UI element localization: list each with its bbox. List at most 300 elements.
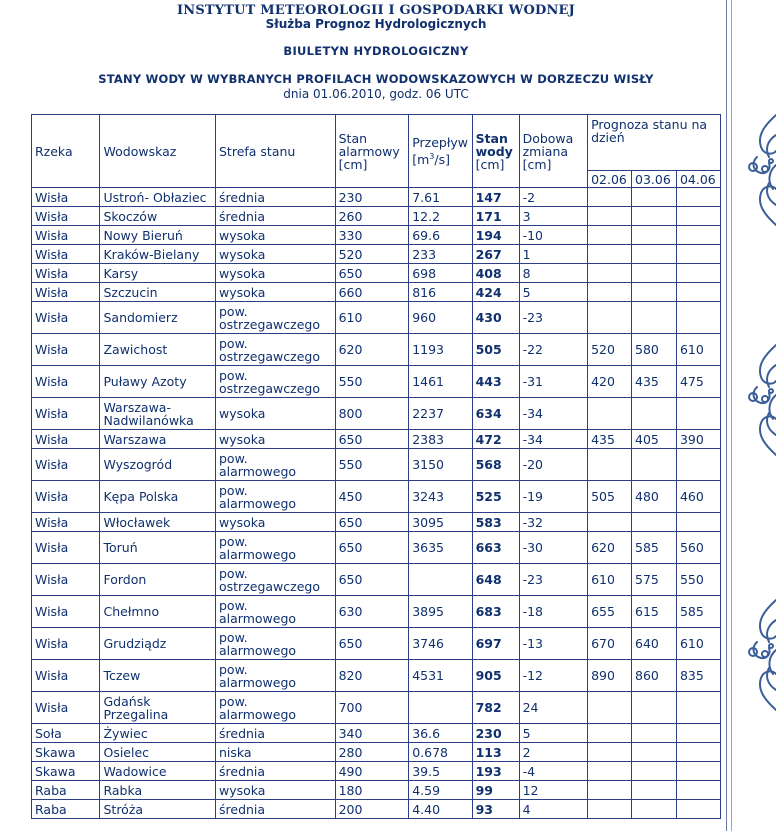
cell-strefa-line: pow. (219, 533, 248, 549)
cell-przeplyw: 12.2 (409, 207, 471, 225)
cell-prognoza-3: 390 (677, 430, 720, 448)
cell-zmiana: 5 (520, 724, 587, 742)
cell-prognoza-3 (677, 724, 720, 742)
cell-prognoza-2: 480 (632, 481, 676, 512)
cell-alarmowy: 650 (336, 628, 409, 659)
cell-prognoza-1: 620 (588, 532, 631, 563)
cell-prognoza-2 (632, 743, 676, 761)
cell-strefa-line: średnia (219, 725, 266, 741)
cell-strefa-line: pow. (219, 367, 248, 383)
cell-wodowskaz (100, 334, 215, 365)
cell-strefa (216, 481, 335, 512)
cell-wodowskaz (100, 283, 215, 301)
cell-prognoza-3: 835 (677, 660, 720, 691)
cell-wodowskaz-line: Fordon (103, 572, 147, 587)
cell-strefa (216, 398, 335, 429)
cell-prognoza-2 (632, 724, 676, 742)
cell-prognoza-2 (632, 302, 676, 333)
cell-wodowskaz-line: Grudziądz (103, 636, 167, 651)
cell-przeplyw: 3095 (409, 513, 471, 531)
cell-zmiana: 8 (520, 264, 587, 282)
cell-prognoza-1 (588, 762, 631, 780)
table-row (32, 781, 720, 799)
cell-strefa-line: niska (219, 744, 252, 760)
col-header-dobowa-line1: Dobowa (522, 130, 574, 146)
col-header-date-1: 02.06 (588, 171, 631, 187)
cell-strefa-line: pow. (219, 335, 248, 351)
cell-prognoza-3 (677, 692, 720, 723)
cell-wodowskaz-line: Skoczów (103, 208, 158, 224)
cell-przeplyw: 816 (409, 283, 471, 301)
table-row (32, 449, 720, 480)
cell-zmiana: -34 (520, 398, 587, 429)
service-title: Służba Prognoz Hydrologicznych (265, 17, 487, 31)
cell-rzeka: Wisła (32, 245, 99, 263)
institute-title: INSTYTUT METEOROLOGII I GOSPODARKI WODNEJ (176, 3, 576, 18)
cell-stan: 648 (473, 564, 519, 595)
cell-przeplyw: 69.6 (409, 226, 471, 244)
cell-zmiana: -10 (520, 226, 587, 244)
col-header-stan-unit: [cm] (475, 156, 505, 172)
cell-strefa-line: pow. (219, 565, 248, 581)
cell-wodowskaz-line: Kępa Polska (103, 489, 179, 504)
cell-prognoza-2 (632, 762, 676, 780)
cell-wodowskaz-line: Warszawa (103, 431, 167, 447)
table-row (32, 660, 720, 691)
cell-strefa (216, 743, 335, 761)
cell-stan: 171 (473, 207, 519, 225)
col-header-przeplyw-line1: Przepływ (412, 135, 469, 151)
water-levels-table (31, 114, 721, 819)
cell-przeplyw: 3635 (409, 532, 471, 563)
col-header-alarmowy-line1: Stan (338, 130, 368, 146)
decorative-border (727, 0, 776, 831)
col-header-przeplyw-unit: $[m^3/s]$ (412, 151, 450, 167)
cell-przeplyw: 4531 (409, 660, 471, 691)
table-row (32, 264, 720, 282)
cell-przeplyw: 4.59 (409, 781, 471, 799)
cell-zmiana: -2 (520, 188, 587, 206)
cell-strefa-line: pow. (219, 629, 248, 645)
cell-strefa-line: alarmowego (219, 706, 297, 722)
cell-stan: 443 (473, 366, 519, 397)
table-row (32, 692, 720, 723)
cell-prognoza-3 (677, 188, 720, 206)
cell-prognoza-1 (588, 692, 631, 723)
cell-prognoza-3: 560 (677, 532, 720, 563)
cell-wodowskaz (100, 532, 215, 563)
cell-rzeka: Wisła (32, 481, 99, 512)
cell-wodowskaz-line: Toruń (103, 540, 138, 555)
col-header-strefa: Strefa stanu (216, 115, 335, 187)
col-header-dobowa-unit: [cm] (522, 156, 552, 172)
cell-alarmowy: 550 (336, 366, 409, 397)
cell-zmiana: -23 (520, 302, 587, 333)
cell-prognoza-2: 405 (632, 430, 676, 448)
cell-zmiana: -34 (520, 430, 587, 448)
cell-wodowskaz-line: Puławy Azoty (103, 374, 187, 389)
cell-rzeka: Wisła (32, 302, 99, 333)
cell-prognoza-2 (632, 692, 676, 723)
cell-strefa-line: alarmowego (219, 674, 297, 690)
cell-alarmowy: 620 (336, 334, 409, 365)
cell-alarmowy: 630 (336, 596, 409, 627)
cell-prognoza-2 (632, 207, 676, 225)
table-row (32, 564, 720, 595)
table-row (32, 596, 720, 627)
cell-przeplyw: 3150 (409, 449, 471, 480)
table-body (32, 188, 720, 818)
cell-rzeka: Wisła (32, 564, 99, 595)
table-row (32, 302, 720, 333)
swirl-ornament-icon (727, 335, 776, 465)
cell-zmiana: 2 (520, 743, 587, 761)
cell-prognoza-1 (588, 264, 631, 282)
cell-zmiana: 12 (520, 781, 587, 799)
cell-prognoza-1: 435 (588, 430, 631, 448)
cell-prognoza-3: 585 (677, 596, 720, 627)
cell-stan: 568 (473, 449, 519, 480)
cell-rzeka: Wisła (32, 264, 99, 282)
table-row (32, 800, 720, 818)
cell-rzeka: Wisła (32, 513, 99, 531)
cell-prognoza-3 (677, 302, 720, 333)
cell-strefa (216, 513, 335, 531)
cell-prognoza-1 (588, 226, 631, 244)
cell-prognoza-3 (677, 762, 720, 780)
cell-przeplyw (409, 692, 471, 723)
cell-strefa (216, 660, 335, 691)
cell-wodowskaz (100, 781, 215, 799)
col-header-stan-line2: wody (475, 143, 513, 159)
cell-stan: 267 (473, 245, 519, 263)
cell-alarmowy: 280 (336, 743, 409, 761)
cell-strefa-line: wysoka (219, 265, 266, 281)
cell-strefa (216, 245, 335, 263)
cell-alarmowy: 200 (336, 800, 409, 818)
cell-prognoza-2 (632, 781, 676, 799)
table-row (32, 532, 720, 563)
cell-stan: 99 (473, 781, 519, 799)
cell-prognoza-1 (588, 513, 631, 531)
cell-wodowskaz-line: Przegalina (103, 706, 169, 722)
cell-prognoza-2: 585 (632, 532, 676, 563)
cell-alarmowy: 450 (336, 481, 409, 512)
cell-prognoza-3 (677, 283, 720, 301)
cell-wodowskaz (100, 449, 215, 480)
cell-prognoza-2 (632, 800, 676, 818)
cell-wodowskaz-line: Zawichost (103, 342, 168, 357)
cell-strefa (216, 449, 335, 480)
cell-wodowskaz (100, 398, 215, 429)
cell-prognoza-2 (632, 226, 676, 244)
cell-alarmowy: 650 (336, 513, 409, 531)
cell-strefa-line: wysoka (219, 406, 266, 421)
cell-prognoza-1: 520 (588, 334, 631, 365)
cell-strefa-line: średnia (219, 189, 266, 205)
cell-alarmowy: 650 (336, 264, 409, 282)
cell-alarmowy: 520 (336, 245, 409, 263)
cell-przeplyw: 3746 (409, 628, 471, 659)
cell-wodowskaz (100, 724, 215, 742)
cell-zmiana: 4 (520, 800, 587, 818)
table-row (32, 513, 720, 531)
cell-zmiana: 5 (520, 283, 587, 301)
cell-przeplyw: 3895 (409, 596, 471, 627)
cell-prognoza-1 (588, 781, 631, 799)
cell-prognoza-3: 475 (677, 366, 720, 397)
cell-stan: 505 (473, 334, 519, 365)
cell-wodowskaz (100, 660, 215, 691)
cell-prognoza-2: 860 (632, 660, 676, 691)
cell-prognoza-3 (677, 245, 720, 263)
cell-wodowskaz-line: Nowy Bieruń (103, 227, 183, 243)
cell-strefa-line: alarmowego (219, 463, 297, 479)
cell-rzeka: Wisła (32, 366, 99, 397)
cell-prognoza-2 (632, 245, 676, 263)
cell-stan: 430 (473, 302, 519, 333)
cell-przeplyw: 0.678 (409, 743, 471, 761)
cell-rzeka: Wisła (32, 449, 99, 480)
cell-strefa (216, 334, 335, 365)
cell-prognoza-1 (588, 302, 631, 333)
cell-strefa-line: ostrzegawczego (219, 578, 320, 594)
cell-prognoza-3 (677, 207, 720, 225)
table-row (32, 724, 720, 742)
cell-strefa-line: pow. (219, 661, 248, 677)
table-row (32, 207, 720, 225)
cell-strefa (216, 226, 335, 244)
cell-alarmowy: 340 (336, 724, 409, 742)
cell-alarmowy: 660 (336, 283, 409, 301)
cell-zmiana: 24 (520, 692, 587, 723)
cell-przeplyw: 39.5 (409, 762, 471, 780)
cell-rzeka: Wisła (32, 334, 99, 365)
cell-rzeka: Wisła (32, 692, 99, 723)
cell-wodowskaz-line: Osielec (103, 744, 150, 760)
cell-przeplyw: 1461 (409, 366, 471, 397)
cell-przeplyw: 7.61 (409, 188, 471, 206)
col-header-stan (473, 115, 519, 187)
cell-wodowskaz (100, 743, 215, 761)
cell-prognoza-2 (632, 513, 676, 531)
cell-strefa (216, 628, 335, 659)
swirl-ornament-icon (727, 590, 776, 720)
cell-przeplyw: 3243 (409, 481, 471, 512)
cell-alarmowy: 230 (336, 188, 409, 206)
cell-prognoza-2 (632, 398, 676, 429)
cell-prognoza-1 (588, 398, 631, 429)
cell-strefa (216, 207, 335, 225)
cell-zmiana: 3 (520, 207, 587, 225)
cell-prognoza-3 (677, 449, 720, 480)
cell-strefa-line: pow. (219, 693, 248, 709)
cell-rzeka: Skawa (32, 743, 99, 761)
cell-wodowskaz (100, 628, 215, 659)
table-row (32, 430, 720, 448)
cell-strefa (216, 724, 335, 742)
cell-prognoza-3: 610 (677, 334, 720, 365)
cell-rzeka: Wisła (32, 398, 99, 429)
col-header-date-3: 04.06 (677, 171, 720, 187)
cell-wodowskaz-line: Gdańsk (103, 693, 151, 709)
cell-strefa (216, 264, 335, 282)
bulletin-title: BIULETYN HYDROLOGICZNY (283, 44, 469, 58)
cell-stan: 193 (473, 762, 519, 780)
cell-zmiana: -22 (520, 334, 587, 365)
cell-wodowskaz-line: Kraków-Bielany (103, 246, 200, 262)
cell-prognoza-1 (588, 743, 631, 761)
cell-strefa-line: alarmowego (219, 546, 297, 562)
cell-strefa-line: średnia (219, 208, 266, 224)
cell-alarmowy: 180 (336, 781, 409, 799)
cell-stan: 147 (473, 188, 519, 206)
cell-zmiana: -31 (520, 366, 587, 397)
cell-wodowskaz-line: Ustroń- Obłaziec (103, 189, 207, 205)
cell-wodowskaz (100, 564, 215, 595)
cell-zmiana: -23 (520, 564, 587, 595)
cell-przeplyw: 698 (409, 264, 471, 282)
cell-rzeka: Wisła (32, 283, 99, 301)
swirl-ornament-icon (727, 105, 776, 235)
col-header-date-2: 03.06 (632, 171, 676, 187)
cell-strefa-line: ostrzegawczego (219, 316, 320, 332)
cell-strefa-line: wysoka (219, 431, 266, 447)
table-row (32, 398, 720, 429)
cell-wodowskaz-line: Chełmno (103, 604, 160, 619)
cell-prognoza-3 (677, 781, 720, 799)
cell-wodowskaz-line: Tczew (103, 668, 141, 683)
cell-wodowskaz-line: Wadowice (103, 763, 167, 779)
cell-wodowskaz-line: Żywiec (103, 725, 148, 741)
col-header-alarmowy-line2: alarmowy (338, 143, 400, 159)
cell-strefa-line: wysoka (219, 284, 266, 300)
cell-strefa-line: wysoka (219, 246, 266, 262)
cell-wodowskaz (100, 762, 215, 780)
cell-stan: 408 (473, 264, 519, 282)
cell-zmiana: -32 (520, 513, 587, 531)
cell-stan: 525 (473, 481, 519, 512)
cell-wodowskaz-line: Szczucin (103, 284, 158, 300)
cell-strefa-line: średnia (219, 763, 266, 779)
cell-rzeka: Wisła (32, 207, 99, 225)
col-header-alarmowy-unit: [cm] (338, 156, 368, 172)
table-row (32, 226, 720, 244)
cell-wodowskaz (100, 264, 215, 282)
cell-wodowskaz-line: Włocławek (103, 514, 171, 530)
cell-strefa (216, 430, 335, 448)
cell-prognoza-2 (632, 188, 676, 206)
cell-wodowskaz-line: Stróża (103, 801, 144, 817)
cell-wodowskaz (100, 366, 215, 397)
cell-prognoza-3: 610 (677, 628, 720, 659)
cell-prognoza-2: 575 (632, 564, 676, 595)
cell-wodowskaz-line: Sandomierz (103, 310, 178, 325)
cell-strefa-line: alarmowego (219, 642, 297, 658)
cell-prognoza-3 (677, 398, 720, 429)
cell-strefa-line: alarmowego (219, 610, 297, 626)
cell-prognoza-2 (632, 264, 676, 282)
cell-przeplyw: 2237 (409, 398, 471, 429)
cell-zmiana: -20 (520, 449, 587, 480)
cell-prognoza-1: 890 (588, 660, 631, 691)
cell-prognoza-1 (588, 188, 631, 206)
cell-zmiana: -12 (520, 660, 587, 691)
cell-wodowskaz (100, 800, 215, 818)
cell-stan: 93 (473, 800, 519, 818)
cell-wodowskaz-line: Warszawa- (103, 399, 171, 415)
cell-strefa-line: wysoka (219, 782, 266, 798)
cell-prognoza-1 (588, 724, 631, 742)
cell-wodowskaz (100, 481, 215, 512)
cell-wodowskaz (100, 188, 215, 206)
cell-prognoza-1 (588, 207, 631, 225)
cell-prognoza-3: 550 (677, 564, 720, 595)
cell-wodowskaz (100, 302, 215, 333)
cell-strefa-line: pow. (219, 450, 248, 466)
col-header-prognoza: Prognoza stanu na dzień (588, 115, 720, 170)
table-row (32, 481, 720, 512)
table-row (32, 366, 720, 397)
cell-alarmowy: 650 (336, 430, 409, 448)
cell-rzeka: Skawa (32, 762, 99, 780)
cell-prognoza-1 (588, 245, 631, 263)
cell-wodowskaz-line: Nadwilanówka (103, 412, 194, 428)
cell-alarmowy: 330 (336, 226, 409, 244)
cell-stan: 634 (473, 398, 519, 429)
col-header-stan-line1: Stan (475, 130, 508, 146)
cell-prognoza-3 (677, 743, 720, 761)
cell-prognoza-1: 670 (588, 628, 631, 659)
table-row (32, 743, 720, 761)
cell-alarmowy: 650 (336, 532, 409, 563)
cell-wodowskaz (100, 207, 215, 225)
cell-zmiana: -13 (520, 628, 587, 659)
cell-przeplyw: 36.6 (409, 724, 471, 742)
col-header-alarmowy (336, 115, 409, 187)
cell-prognoza-1: 610 (588, 564, 631, 595)
cell-prognoza-3 (677, 264, 720, 282)
cell-zmiana: -30 (520, 532, 587, 563)
cell-rzeka: Raba (32, 800, 99, 818)
col-header-dobowa (520, 115, 587, 187)
cell-alarmowy: 260 (336, 207, 409, 225)
cell-zmiana: -4 (520, 762, 587, 780)
cell-wodowskaz (100, 226, 215, 244)
table-row (32, 283, 720, 301)
cell-alarmowy: 800 (336, 398, 409, 429)
cell-strefa-line: pow. (219, 597, 248, 613)
cell-stan: 472 (473, 430, 519, 448)
cell-rzeka: Soła (32, 724, 99, 742)
cell-stan: 194 (473, 226, 519, 244)
cell-rzeka: Wisła (32, 660, 99, 691)
cell-strefa (216, 762, 335, 780)
cell-strefa-line: ostrzegawczego (219, 348, 320, 364)
cell-przeplyw: 1193 (409, 334, 471, 365)
table-header-row (32, 115, 720, 170)
bulletin-date: dnia 01.06.2010, godz. 06 UTC (283, 87, 469, 101)
cell-alarmowy: 490 (336, 762, 409, 780)
cell-strefa (216, 692, 335, 723)
cell-strefa-line: wysoka (219, 227, 266, 243)
cell-wodowskaz (100, 430, 215, 448)
cell-strefa (216, 800, 335, 818)
cell-alarmowy: 820 (336, 660, 409, 691)
cell-prognoza-3: 460 (677, 481, 720, 512)
cell-przeplyw: 4.40 (409, 800, 471, 818)
cell-strefa (216, 302, 335, 333)
